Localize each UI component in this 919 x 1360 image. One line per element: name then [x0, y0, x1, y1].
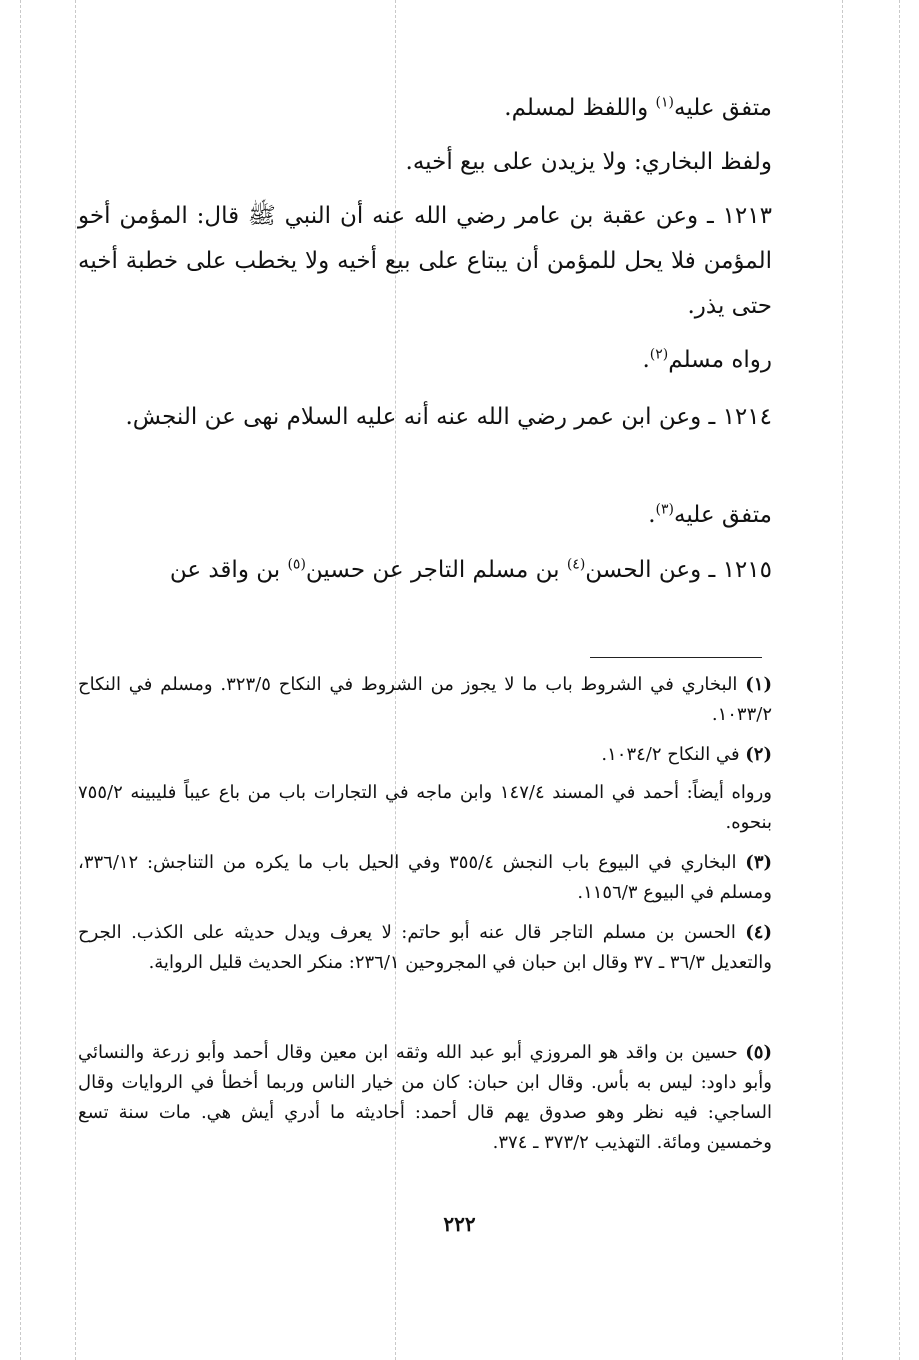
- footnote-4: (٤) الحسن بن مسلم التاجر قال عنه أبو حاتم: لا يعرف ويدل حديثه على الكذب. الجرح والتعديل ٣٦/٣ ـ ٣٧ وقال ابن حبان في المجروحين ٢٣٦/١: منكر الحديث قليل الرواية.: [78, 922, 772, 973]
- footnote-1: (١) البخاري في الشروط باب ما لا يجوز من الشروط في النكاح ٣٢٣/٥. ومسلم في النكاح ١٠٣٣/٢.: [78, 674, 772, 725]
- narration-1213: رواه مسلم$^{(٢)}$.: [642, 346, 772, 373]
- narration-1214: متفق عليه$^{(٣)}$.: [648, 501, 772, 528]
- line-agreed-upon: متفق عليه$^{(١)}$ واللفظ لمسلم.: [504, 94, 772, 121]
- footnote-2: (٢) في النكاح ١٠٣٤/٢.: [601, 744, 772, 765]
- margin-guide: [20, 0, 21, 1360]
- footnote-3: (٣) البخاري في البيوع باب النجش ٣٥٥/٤ وفي الحيل باب ما يكره من التناجش: ٣٣٦/١٢، ومسلم في البيوع ١١٥٦/٣.: [78, 852, 773, 903]
- footnote-ref: (٥): [287, 556, 306, 573]
- hadith-1213: ١٢١٣ ـ وعن عقبة بن عامر رضي الله عنه أن النبي ﷺ قال: المؤمن أخو المؤمن فلا يحل للمؤمن أن يبتاع على بيع أخيه ولا يخطب على خطبة أخيه حتى يذر.: [78, 203, 772, 319]
- footnote-ref: (٣): [655, 501, 674, 518]
- margin-guide: [842, 0, 843, 1360]
- page-number: ٢٢٢: [443, 1212, 476, 1236]
- footnote-ref: (٤): [566, 556, 586, 573]
- line-bukhari-wording: ولفظ البخاري: ولا يزيدن على بيع أخيه.: [405, 149, 772, 175]
- hadith-1214: ١٢١٤ ـ وعن ابن عمر رضي الله عنه أنه عليه السلام نهى عن النجش.: [125, 404, 772, 430]
- footnote-2-extra: ورواه أيضاً: أحمد في المسند ١٤٧/٤ وابن ماجه في التجارات باب من باع عيباً فليبينه ٧٥٥/٢ بنحوه.: [78, 782, 772, 833]
- margin-guide: [75, 0, 76, 1360]
- footnote-5: (٥) حسين بن واقد هو المروزي أبو عبد الله وثقه ابن معين وقال أحمد وأبو زرعة والنسائي وأبو داود: ليس به بأس. وقال ابن حبان: كان من خيار الناس وربما أخطأ في الروايات وقال الساجي: فيه نظر وهو صدوق يهم قال أحمد: أحاديثه ما أدري أيش هي. مات سنة تسع وخمسين ومائة. التهذيب ٣٧٣/٢ ـ ٣٧٤.: [78, 1042, 772, 1153]
- hadith-1215: ١٢١٥ ـ وعن الحسن$^{(٤)}$ بن مسلم التاجر عن حسين$^{(٥)}$ بن واقد عن: [169, 556, 772, 583]
- footnote-ref: (١): [655, 94, 674, 111]
- footnote-separator: [590, 657, 762, 658]
- footnote-ref: (٢): [649, 346, 669, 363]
- margin-guide: [899, 0, 900, 1360]
